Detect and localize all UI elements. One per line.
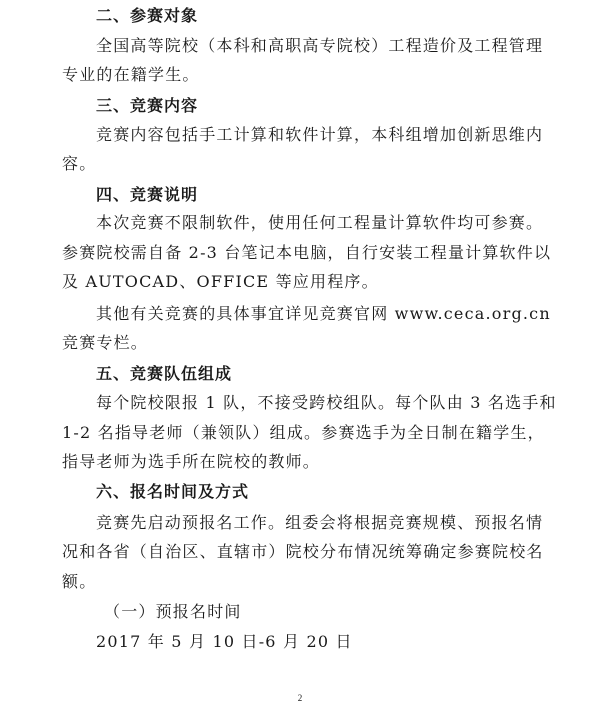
page-number: 2 bbox=[297, 693, 303, 703]
paragraph-line-date: 2017 年 5 月 10 日-6 月 20 日 bbox=[96, 632, 353, 651]
paragraph-line: 竞赛先启动预报名工作。组委会将根据竞赛规模、预报名情 bbox=[96, 513, 544, 532]
paragraph-line: 本次竞赛不限制软件，使用任何工程量计算软件均可参赛。 bbox=[96, 213, 544, 232]
paragraph-line: 参赛院校需自备 2-3 台笔记本电脑，自行安装工程量计算软件以 bbox=[62, 243, 552, 262]
paragraph-line: 况和各省（自治区、直辖市）院校分布情况统筹确定参赛院校名 bbox=[62, 542, 544, 561]
paragraph-line: 及 AUTOCAD、OFFICE 等应用程序。 bbox=[62, 272, 379, 291]
paragraph-line: 额。 bbox=[62, 572, 97, 591]
paragraph-line-website: 其他有关竞赛的具体事宜详见竞赛官网 www.ceca.org.cn bbox=[96, 304, 551, 323]
paragraph-line: 专业的在籍学生。 bbox=[62, 65, 200, 84]
paragraph-line: 容。 bbox=[62, 154, 97, 173]
section-heading-notes: 四、竞赛说明 bbox=[96, 185, 199, 204]
paragraph-line: 竞赛专栏。 bbox=[62, 333, 149, 352]
paragraph-line: 全国高等院校（本科和高职高专院校）工程造价及工程管理 bbox=[96, 36, 544, 55]
paragraph-line: 每个院校限报 1 队，不接受跨校组队。每个队由 3 名选手和 bbox=[96, 393, 557, 412]
paragraph-line: 指导老师为选手所在院校的教师。 bbox=[62, 452, 321, 471]
subheading-pre-registration-time: （一）预报名时间 bbox=[104, 602, 242, 621]
section-heading-registration: 六、报名时间及方式 bbox=[96, 482, 250, 501]
section-heading-participants: 二、参赛对象 bbox=[96, 6, 199, 25]
paragraph-line: 1-2 名指导老师（兼领队）组成。参赛选手为全日制在籍学生， bbox=[62, 423, 545, 442]
section-heading-teams: 五、竞赛队伍组成 bbox=[96, 364, 233, 383]
paragraph-line: 竞赛内容包括手工计算和软件计算，本科组增加创新思维内 bbox=[96, 125, 544, 144]
section-heading-content: 三、竞赛内容 bbox=[96, 96, 199, 115]
